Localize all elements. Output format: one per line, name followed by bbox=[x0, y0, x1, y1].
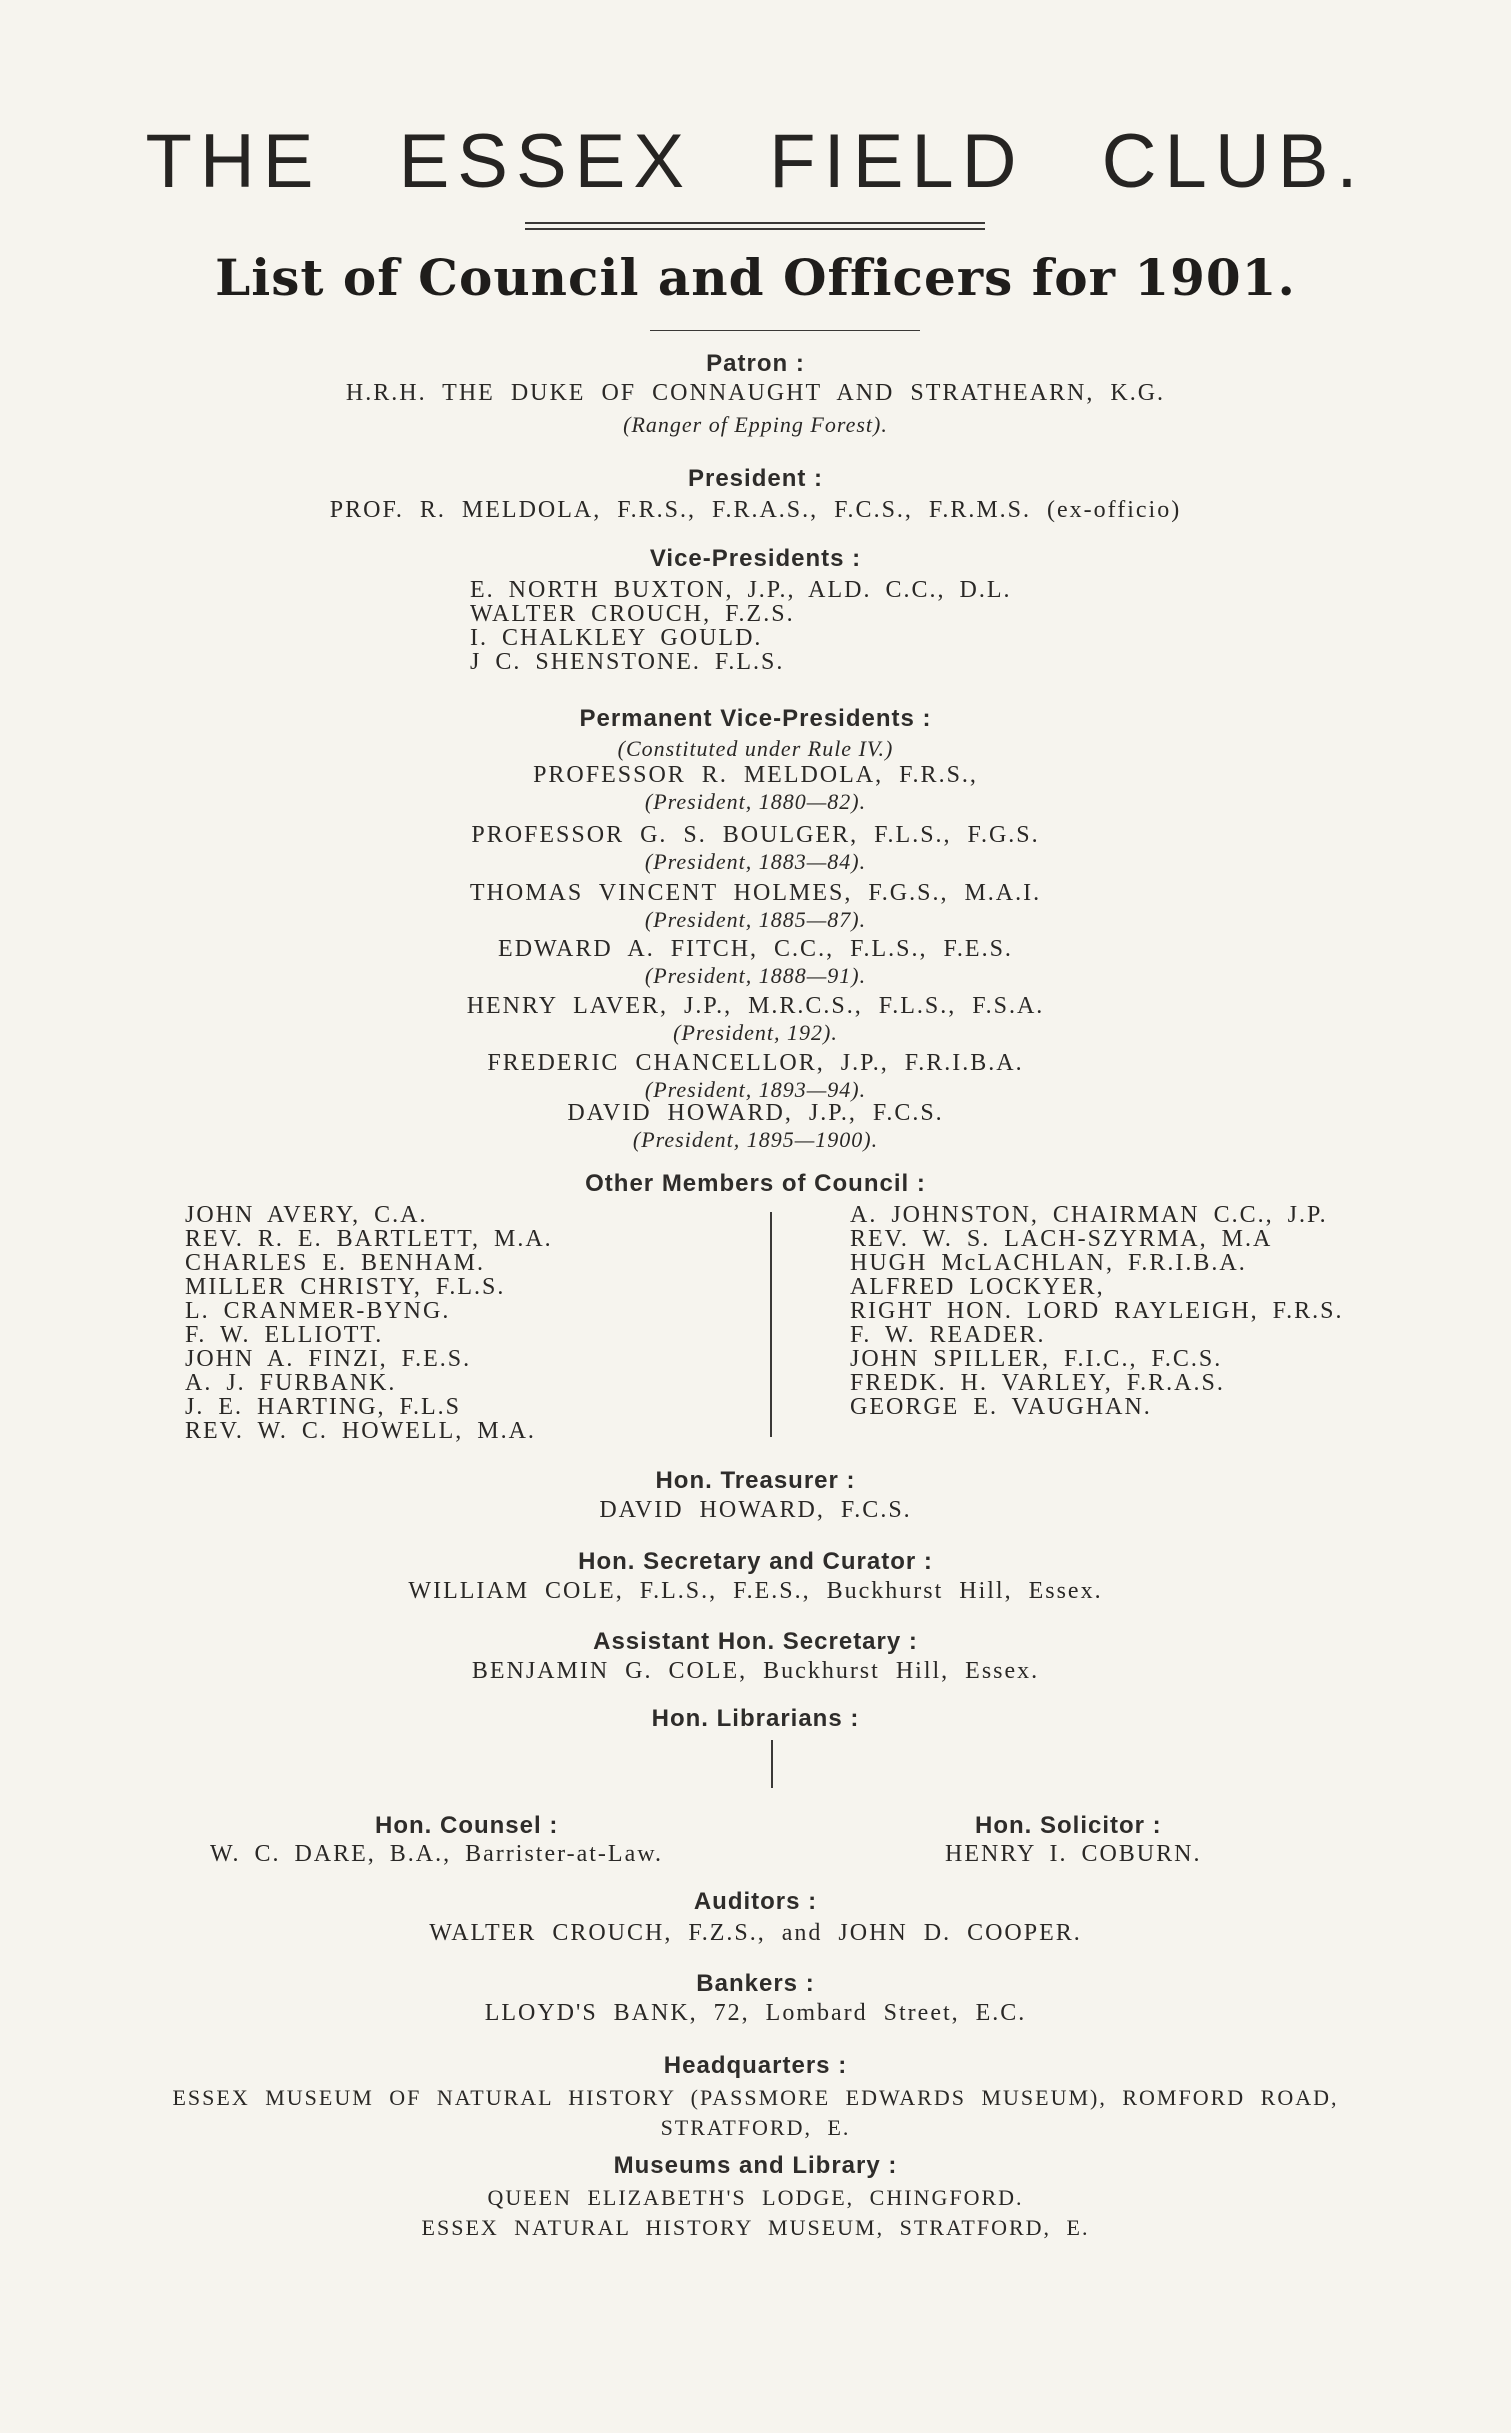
counsel-block bbox=[210, 1842, 663, 1866]
council-member: A. J. FURBANK. bbox=[185, 1370, 397, 1396]
counsel-name: W. C. DARE, B.A., Barrister-at-Law. bbox=[210, 1841, 664, 1867]
permanent-vp-name: EDWARD A. FITCH, C.C., F.L.S., F.E.S. bbox=[498, 936, 1013, 962]
patron-heading: Patron : bbox=[706, 350, 805, 377]
permanent-vp-heading: Permanent Vice-Presidents : bbox=[579, 705, 932, 732]
permanent-vp-name: DAVID HOWARD, J.P., F.C.S. bbox=[567, 1100, 944, 1126]
permanent-vp-term: (President, 1885—87). bbox=[644, 907, 867, 932]
council-member: F. W. ELLIOTT. bbox=[185, 1322, 384, 1348]
president-name: PROF. R. MELDOLA, F.R.S., F.R.A.S., F.C.S., F.R.M.S. (ex-officio) bbox=[329, 497, 1182, 523]
council-member: REV. R. E. BARTLETT, M.A. bbox=[185, 1226, 553, 1252]
permanent-vp-note: (Constituted under Rule IV.) bbox=[617, 736, 894, 761]
permanent-vp-term: (President, 1893—94). bbox=[644, 1077, 867, 1102]
permanent-vp-name: PROFESSOR G. S. BOULGER, F.L.S., F.G.S. bbox=[471, 822, 1040, 848]
solicitor-block bbox=[945, 1842, 1201, 1866]
counsel-heading: Hon. Counsel : bbox=[375, 1812, 559, 1839]
council-member: REV. W. S. LACH-SZYRMA, M.A bbox=[850, 1226, 1273, 1252]
patron-name: H.R.H. THE DUKE OF CONNAUGHT AND STRATHEARN, K.G. bbox=[345, 380, 1166, 406]
bankers-heading: Bankers : bbox=[696, 1970, 815, 1997]
permanent-vp-term: (President, 1880—82). bbox=[644, 789, 867, 814]
council-member: GEORGE E. VAUGHAN. bbox=[850, 1394, 1152, 1420]
auditors-heading: Auditors : bbox=[693, 1888, 818, 1915]
title-rule-bottom bbox=[525, 228, 985, 230]
permanent-vp-name: HENRY LAVER, J.P., M.R.C.S., F.L.S., F.S.A. bbox=[466, 993, 1045, 1019]
vice-president-name: J C. SHENSTONE. F.L.S. bbox=[470, 649, 785, 675]
permanent-vp-name: FREDERIC CHANCELLOR, J.P., F.R.I.B.A. bbox=[487, 1050, 1024, 1076]
treasurer-name: DAVID HOWARD, F.C.S. bbox=[599, 1497, 912, 1523]
permanent-vp-name: PROFESSOR R. MELDOLA, F.R.S., bbox=[533, 762, 978, 788]
museums-heading: Museums and Library : bbox=[613, 2152, 898, 2179]
permanent-vp-name: THOMAS VINCENT HOLMES, F.G.S., M.A.I. bbox=[469, 880, 1042, 906]
vice-president-name: I. CHALKLEY GOULD. bbox=[470, 625, 763, 651]
subtitle-rule bbox=[650, 330, 920, 331]
other-members-heading: Other Members of Council : bbox=[585, 1170, 926, 1197]
council-member: RIGHT HON. LORD RAYLEIGH, F.R.S. bbox=[850, 1298, 1344, 1324]
museums-line2: ESSEX NATURAL HISTORY MUSEUM, STRATFORD, E. bbox=[421, 2215, 1090, 2240]
council-member: JOHN SPILLER, F.I.C., F.C.S. bbox=[850, 1346, 1223, 1372]
permanent-vp-term: (President, 1883—84). bbox=[644, 849, 867, 874]
bankers-name: LLOYD'S BANK, 72, Lombard Street, E.C. bbox=[484, 2000, 1027, 2026]
council-member: CHARLES E. BENHAM. bbox=[185, 1250, 486, 1276]
council-member: F. W. READER. bbox=[850, 1322, 1046, 1348]
auditors-name: WALTER CROUCH, F.Z.S., and JOHN D. COOPER. bbox=[429, 1920, 1082, 1946]
librarians-divider bbox=[771, 1740, 773, 1788]
permanent-vp-term: (President, 1888—91). bbox=[644, 963, 867, 988]
council-member: JOHN AVERY, C.A. bbox=[185, 1202, 428, 1228]
council-member: JOHN A. FINZI, F.E.S. bbox=[185, 1346, 472, 1372]
solicitor-heading: Hon. Solicitor : bbox=[975, 1812, 1162, 1839]
permanent-vp-term: (President, 1895—1900). bbox=[632, 1127, 879, 1152]
council-member: L. CRANMER-BYNG. bbox=[185, 1298, 451, 1324]
other-members-right-column bbox=[850, 1203, 1343, 1419]
solicitor-name: HENRY I. COBURN. bbox=[945, 1841, 1202, 1867]
secretary-name: WILLIAM COLE, F.L.S., F.E.S., Buckhurst Hill, Essex. bbox=[408, 1578, 1103, 1604]
page-title: THE ESSEX FIELD CLUB. bbox=[145, 119, 1366, 204]
president-heading: President : bbox=[687, 465, 824, 492]
assistant-secretary-name: BENJAMIN G. COLE, Buckhurst Hill, Essex. bbox=[471, 1658, 1040, 1684]
librarians-heading: Hon. Librarians : bbox=[651, 1705, 860, 1732]
vice-president-name: E. NORTH BUXTON, J.P., ALD. C.C., D.L. bbox=[470, 577, 1012, 603]
vice-presidents-list bbox=[470, 578, 1011, 674]
vice-presidents-heading: Vice-Presidents : bbox=[649, 545, 862, 572]
headquarters-line1: ESSEX MUSEUM OF NATURAL HISTORY (PASSMORE EDWARDS MUSEUM), ROMFORD ROAD, bbox=[172, 2085, 1339, 2110]
column-divider bbox=[770, 1212, 772, 1437]
vice-president-name: WALTER CROUCH, F.Z.S. bbox=[470, 601, 795, 627]
council-member: J. E. HARTING, F.L.S bbox=[185, 1394, 461, 1420]
patron-note: (Ranger of Epping Forest). bbox=[623, 412, 888, 437]
council-member: ALFRED LOCKYER, bbox=[850, 1274, 1105, 1300]
secretary-heading: Hon. Secretary and Curator : bbox=[578, 1548, 933, 1575]
treasurer-heading: Hon. Treasurer : bbox=[655, 1467, 856, 1494]
council-member: HUGH McLACHLAN, F.R.I.B.A. bbox=[850, 1250, 1247, 1276]
permanent-vp-term: (President, 192). bbox=[673, 1020, 838, 1045]
headquarters-heading: Headquarters : bbox=[663, 2052, 848, 2079]
council-member: A. JOHNSTON, CHAIRMAN C.C., J.P. bbox=[850, 1202, 1328, 1228]
museums-line1: QUEEN ELIZABETH'S LODGE, CHINGFORD. bbox=[487, 2185, 1024, 2210]
title-rule-top bbox=[525, 222, 985, 224]
council-member: MILLER CHRISTY, F.L.S. bbox=[185, 1274, 506, 1300]
other-members-left-column bbox=[185, 1203, 553, 1443]
page-subtitle: List of Council and Officers for 1901. bbox=[215, 248, 1296, 307]
council-member: REV. W. C. HOWELL, M.A. bbox=[185, 1418, 536, 1444]
assistant-secretary-heading: Assistant Hon. Secretary : bbox=[593, 1628, 918, 1655]
headquarters-line2: STRATFORD, E. bbox=[660, 2115, 851, 2140]
council-member: FREDK. H. VARLEY, F.R.A.S. bbox=[850, 1370, 1225, 1396]
